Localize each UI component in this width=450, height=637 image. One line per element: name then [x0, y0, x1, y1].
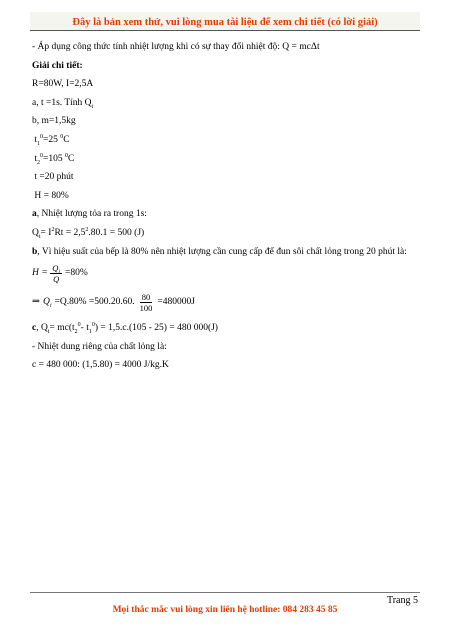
hotline-text: Mọi thắc mắc vui lòng xin liên hệ hotline: 084 283 45 85 [112, 605, 338, 615]
heat-capacity-label: - Nhiệt dung riêng của chất lỏng là: [32, 341, 167, 352]
preview-notice-text: Đây là bản xem thử, vui lòng mua tài liệu để xem chi tiết (có lời giải) [72, 17, 378, 28]
efficiency-fraction: $\frac{Q_i}{Q}$ [52, 263, 61, 285]
efficiency-given: H = 80% [34, 190, 69, 201]
document-body [32, 40, 420, 377]
t2-given: $t_2^0=105$ $^0$C [34, 152, 75, 166]
solution-heading: Giải chi tiết: [32, 60, 83, 71]
method-line: - Áp dụng công thức tính nhiệt lượng khi có sự thay đổi nhiệt độ: Q = mcΔt [32, 42, 320, 52]
efficiency-formula: H = $\frac{Q_i}{Q}$ =80% [32, 263, 88, 285]
part-a-given: a, t =1s. Tính $Q_t$ [32, 97, 94, 110]
footer-divider [30, 592, 420, 593]
part-b-heading: b, Vì hiệu suất của bếp là 80% nên nhiệt lượng cần cung cấp để đun sôi chất lỏng trong 20 phút là: [32, 246, 407, 257]
heat-capacity-value: c = 480 000: (1,5.80) = 4000 J/kg.K [32, 360, 169, 371]
part-a-heading: a, Nhiệt lượng tỏa ra trong 1s: [32, 209, 147, 220]
time-given: t =20 phút [34, 172, 74, 183]
part-c-formula: c, $Q_i= mc(t_2^0-$ $t_1^0) = 1,5.c.(105 - 25) = 480$ 000(J) [32, 321, 218, 336]
t1-given: $t_1^0=25$ $^0$C [34, 133, 70, 147]
given-r-i: R=80W, I=2,5A [32, 79, 94, 90]
part-b-given: b, m=1,5kg [32, 116, 76, 127]
page-number: Trang 5 [386, 595, 418, 606]
percent-fraction: $\frac{80}{100}$ [139, 292, 153, 314]
useful-heat-formula: ⇒ $Q_i$ =Q.80% =500.20.60. $\frac{80}{100}$ =480000J [32, 292, 195, 314]
qt-formula: $Q_t= I^2Rt = 2,5^2.80.1 = 500$ (J) [32, 226, 145, 240]
preview-notice-bar [30, 12, 420, 31]
